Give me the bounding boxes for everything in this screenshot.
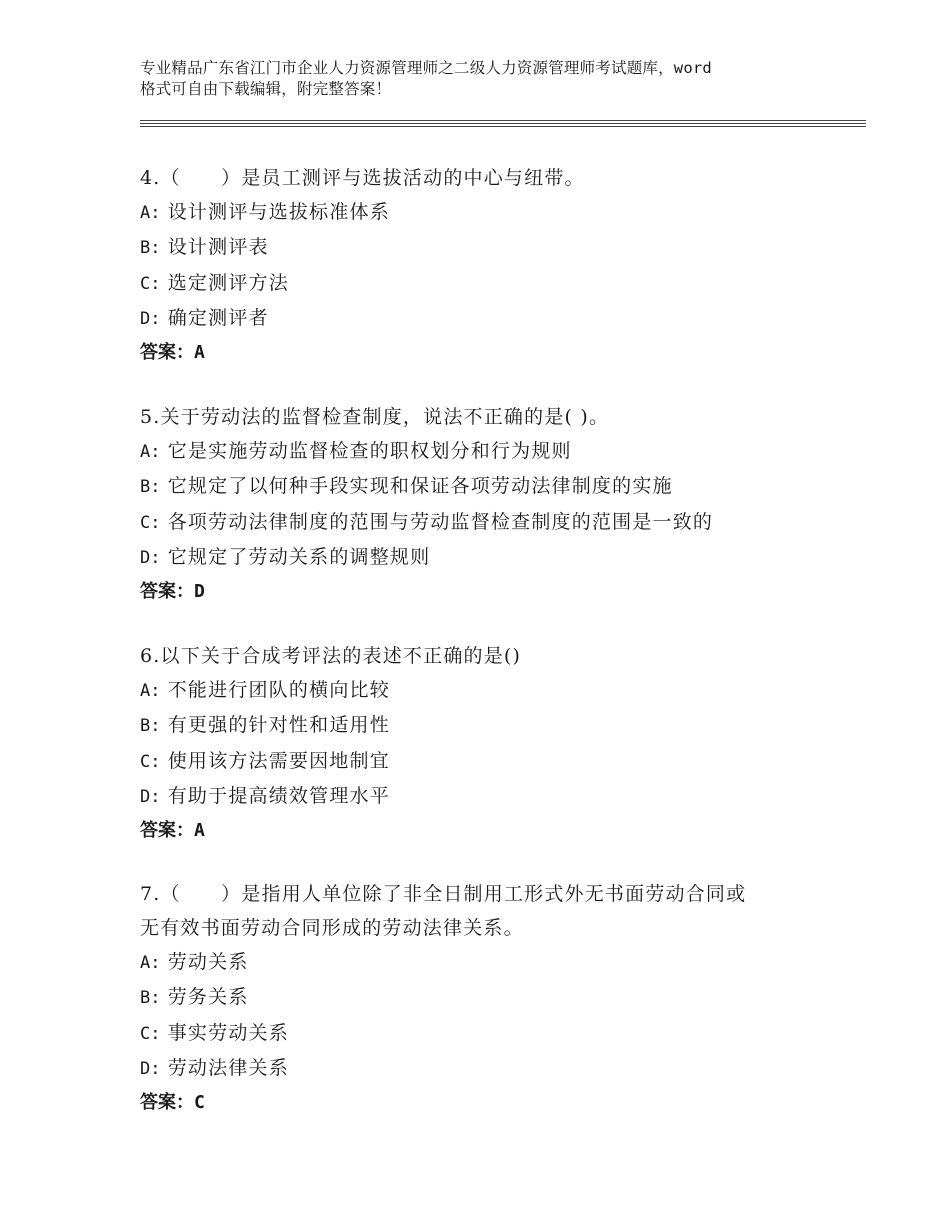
question-text: 4.（ ）是员工测评与选拔活动的中心与纽带。 (140, 167, 585, 189)
option-letter: A: (140, 953, 161, 973)
option-letter: B: (140, 238, 161, 259)
option-text: 设计测评表 (167, 236, 269, 259)
option-letter: C: (140, 273, 161, 294)
option-text: 设计测评与选拔标准体系 (167, 201, 390, 223)
option-d (140, 1051, 860, 1086)
option-text: 它规定了以何种手段实现和保证各项劳动法律制度的实施 (167, 475, 673, 498)
option-a (140, 673, 860, 708)
answer-value: D (194, 581, 205, 603)
header-divider-line (140, 120, 866, 121)
question-5 (140, 400, 860, 609)
option-letter: A: (140, 681, 161, 701)
option-c (140, 1016, 860, 1051)
option-text: 各项劳动法律制度的范围与劳动监督检查制度的范围是一致的 (167, 510, 714, 533)
option-letter: A: (140, 203, 161, 223)
question-text: 6.以下关于合成考评法的表述不正确的是() (140, 645, 522, 667)
document-header (140, 58, 840, 100)
answer (140, 814, 860, 848)
option-b (140, 980, 860, 1015)
question-4 (140, 161, 860, 370)
header-line-2: 格式可自由下载编辑，附完整答案！ (140, 80, 392, 98)
option-text: 事实劳动关系 (167, 1021, 289, 1044)
answer (140, 336, 860, 370)
option-letter: D: (140, 308, 161, 329)
option-text: 使用该方法需要因地制宜 (167, 749, 390, 772)
answer-label: 答案： (140, 1092, 194, 1114)
question-7 (140, 877, 860, 1120)
option-a (140, 195, 860, 230)
option-text: 劳务关系 (167, 986, 249, 1009)
answer (140, 575, 860, 609)
option-c (140, 744, 860, 779)
option-letter: C: (140, 751, 161, 772)
option-text: 劳动关系 (167, 951, 249, 973)
question-6 (140, 639, 860, 848)
option-letter: D: (140, 547, 161, 568)
option-text: 它规定了劳动关系的调整规则 (167, 545, 431, 568)
header-divider-line (140, 123, 866, 124)
header-line-1: 专业精品广东省江门市企业人力资源管理师之二级人力资源管理师考试题库，word (140, 59, 712, 77)
option-letter: C: (140, 512, 161, 533)
option-c (140, 505, 860, 540)
option-letter: C: (140, 1023, 161, 1044)
option-d (140, 301, 860, 336)
question-text: 无有效书面劳动合同形成的劳动法律关系。 (140, 917, 524, 939)
option-text: 有助于提高绩效管理水平 (167, 784, 390, 807)
option-b (140, 230, 860, 265)
header-divider-line (140, 126, 866, 127)
option-letter: B: (140, 716, 161, 737)
option-text: 有更强的针对性和适用性 (167, 714, 390, 737)
question-text: 5.关于劳动法的监督检查制度，说法不正确的是( )。 (140, 406, 610, 428)
option-letter: D: (140, 786, 161, 807)
answer-label: 答案： (140, 820, 194, 842)
option-text: 选定测评方法 (167, 271, 289, 294)
option-text: 它是实施劳动监督检查的职权划分和行为规则 (167, 440, 572, 462)
option-text: 劳动法律关系 (167, 1056, 289, 1079)
question-text: 7.（ ）是指用人单位除了非全日制用工形式外无书面劳动合同或 (140, 883, 747, 905)
option-b (140, 469, 860, 504)
option-letter: B: (140, 477, 161, 498)
option-text: 确定测评者 (167, 306, 269, 329)
answer-value: A (194, 820, 205, 842)
option-letter: D: (140, 1058, 161, 1079)
option-b (140, 708, 860, 743)
answer (140, 1086, 860, 1120)
answer-label: 答案： (140, 581, 194, 603)
answer-value: C (194, 1092, 205, 1114)
option-d (140, 779, 860, 814)
option-c (140, 266, 860, 301)
option-a (140, 434, 860, 469)
option-letter: B: (140, 988, 161, 1009)
answer-value: A (194, 342, 205, 364)
option-letter: A: (140, 442, 161, 462)
answer-label: 答案： (140, 342, 194, 364)
option-text: 不能进行团队的横向比较 (167, 679, 390, 701)
option-a (140, 945, 860, 980)
option-d (140, 540, 860, 575)
